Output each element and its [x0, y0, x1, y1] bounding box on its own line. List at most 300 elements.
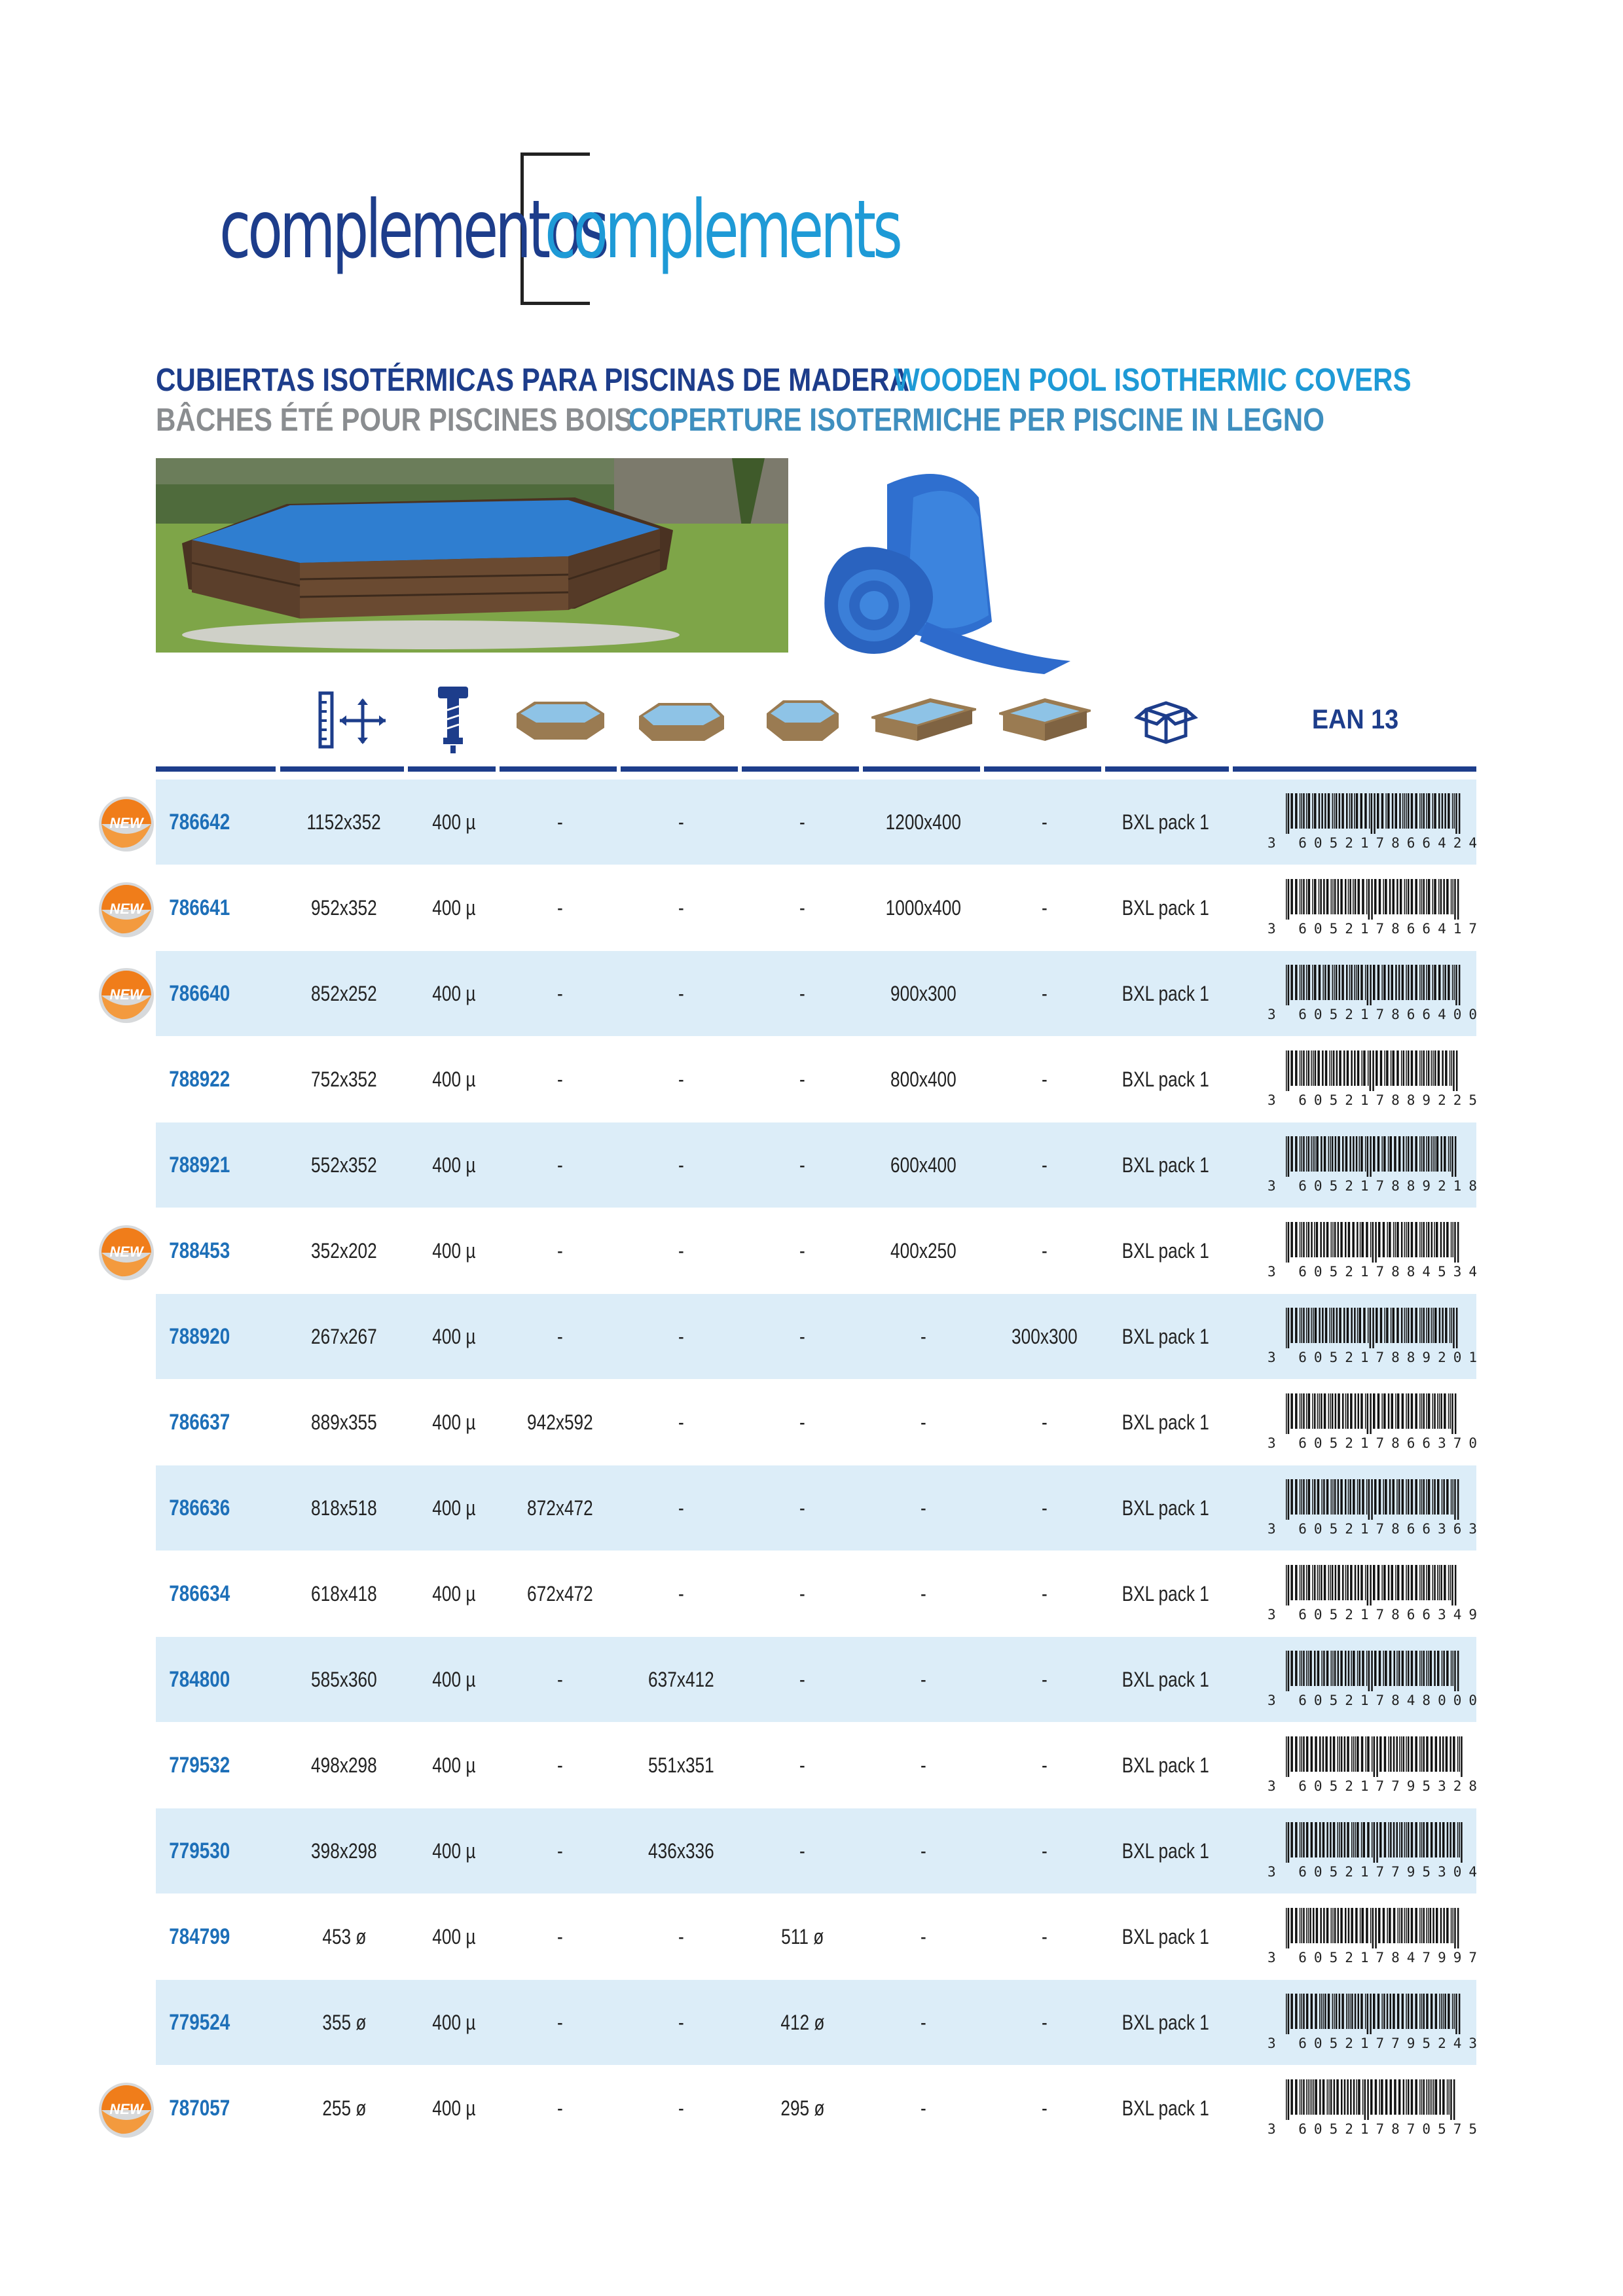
barcode-bar [1295, 1308, 1298, 1343]
barcode-bar [1452, 1994, 1453, 2029]
barcode-bar [1423, 1822, 1425, 1857]
barcode-bar [1419, 1050, 1421, 1086]
ean-digits: 3 605217795304 [1267, 1864, 1485, 1880]
barcode-bar [1408, 1479, 1410, 1515]
cell-c5 [984, 1037, 1105, 1122]
barcode-bar [1362, 879, 1364, 914]
barcode-bar [1437, 1479, 1440, 1515]
barcode-bar [1315, 1136, 1316, 1172]
cell-c1 [500, 865, 621, 950]
barcode-bar [1312, 1479, 1313, 1515]
cell-c5-text: - [1042, 2096, 1048, 2120]
barcode-bar [1311, 1308, 1312, 1343]
barcode-bar [1397, 1994, 1400, 2029]
barcode-bar [1290, 1308, 1293, 1343]
barcode-bar [1295, 2079, 1298, 2115]
cell-c4 [863, 1122, 984, 1208]
cell-c5 [984, 780, 1105, 865]
barcode-bar [1357, 1736, 1359, 1772]
barcode-bar [1438, 1050, 1440, 1086]
barcode-bar [1428, 1308, 1430, 1343]
cell-c1 [500, 2066, 621, 2151]
barcode-bar [1302, 793, 1303, 829]
barcode-bar [1391, 1050, 1392, 1086]
barcode-bar [1454, 879, 1456, 920]
barcode-bar [1411, 1308, 1413, 1343]
cell-c3-text: - [799, 1410, 805, 1434]
barcode-bar [1311, 1822, 1313, 1857]
barcode-bar [1379, 1822, 1382, 1857]
barcode-bar [1432, 1479, 1434, 1515]
barcode-bar [1306, 1050, 1307, 1086]
barcode-bar [1319, 2079, 1321, 2115]
barcode-bar [1453, 2079, 1455, 2120]
barcode-bar [1421, 1994, 1423, 2029]
barcode-bar [1428, 1393, 1431, 1429]
barcode-bar [1357, 1308, 1359, 1343]
barcode-bar [1302, 1050, 1303, 1086]
barcode-bar [1367, 1822, 1370, 1857]
barcode-bar [1421, 1736, 1423, 1772]
barcode-bar [1351, 1651, 1352, 1686]
barcode-bar [1346, 965, 1348, 1000]
barcode-bar [1326, 1908, 1329, 1943]
barcode-bar [1446, 1651, 1449, 1686]
barcode-bar [1330, 2079, 1332, 2115]
barcode-bar [1357, 1651, 1359, 1686]
cell-c4-text: 600x400 [890, 1153, 957, 1177]
barcode-bar [1446, 1736, 1448, 1772]
barcode-bar [1447, 1822, 1449, 1857]
barcode-bar [1434, 1479, 1436, 1515]
barcode-bar [1455, 1136, 1457, 1177]
barcode-bar [1349, 965, 1351, 1000]
barcode-bar [1454, 1222, 1456, 1263]
barcode-bar [1406, 2079, 1407, 2115]
cell-thickness [408, 1208, 500, 1293]
cell-size-text: 889x355 [311, 1410, 377, 1434]
barcode-bar [1419, 1222, 1421, 1257]
barcode-bar [1315, 1736, 1317, 1772]
barcode-bar [1345, 1393, 1347, 1429]
barcode-bar [1395, 1565, 1396, 1600]
barcode-bar [1415, 793, 1417, 829]
barcode-bar [1377, 1565, 1380, 1600]
barcode-bar [1333, 1050, 1335, 1086]
cell-thickness-text: 400 µ [431, 1496, 476, 1520]
barcode-bar [1309, 2079, 1311, 2115]
barcode-bar [1347, 1565, 1349, 1600]
barcode-bar [1306, 1908, 1307, 1943]
barcode-bar [1448, 1393, 1450, 1429]
barcode-bar [1325, 1308, 1328, 1343]
cell-size-text: 355 ø [321, 2010, 367, 2034]
cell-pack [1105, 1208, 1226, 1293]
barcode-bar [1308, 1308, 1310, 1343]
cell-c3 [742, 1808, 863, 1893]
product-reference [162, 1808, 236, 1893]
barcode-bar [1445, 1308, 1448, 1343]
cell-c3-text: - [799, 810, 805, 834]
barcode-bar [1372, 1908, 1374, 1948]
cell-size [280, 1122, 408, 1208]
barcode-bar [1423, 1565, 1425, 1600]
barcode-bar [1303, 2079, 1305, 2115]
cell-thickness-text: 400 µ [431, 1238, 476, 1263]
barcode-bar [1401, 1308, 1403, 1343]
barcode-bar [1389, 1651, 1392, 1686]
barcode-bar [1438, 965, 1441, 1000]
barcode-bar [1286, 1050, 1287, 1091]
barcode-bar [1370, 1136, 1372, 1177]
cell-size [280, 1637, 408, 1722]
barcode-bar [1312, 965, 1313, 1000]
cell-pack [1105, 1551, 1226, 1636]
cell-thickness-text: 400 µ [431, 1410, 476, 1434]
cell-c4-text: 1000x400 [885, 895, 962, 920]
barcode-bar [1295, 1908, 1298, 1943]
cell-c3-text: - [799, 1839, 805, 1863]
cell-c3-text: - [799, 895, 805, 920]
cell-c5-text: - [1042, 1667, 1048, 1691]
product-reference [162, 1551, 236, 1636]
barcode-bar [1374, 1479, 1377, 1515]
barcode-bar [1332, 1393, 1334, 1429]
cell-c2-text: - [678, 1324, 684, 1348]
barcode-bar [1373, 1565, 1376, 1600]
barcode-bar [1411, 1651, 1413, 1686]
barcode-bar [1453, 1736, 1455, 1772]
pool-photo [156, 458, 788, 653]
barcode-bar [1353, 1736, 1355, 1772]
product-reference-text: 788921 [169, 1152, 230, 1177]
barcode-bar [1459, 1994, 1461, 2034]
barcode-bar [1319, 793, 1321, 829]
barcode-bar [1295, 1651, 1298, 1686]
cell-c5 [984, 951, 1105, 1036]
barcode-bar [1368, 1050, 1369, 1086]
barcode-bar [1334, 1908, 1336, 1943]
cell-c4 [863, 2066, 984, 2151]
cell-pack-text: BXL pack 1 [1122, 1238, 1210, 1263]
barcode-bar [1366, 1479, 1368, 1515]
cell-size [280, 1723, 408, 1808]
barcode-bar [1380, 1050, 1383, 1086]
barcode-bar [1386, 1050, 1389, 1086]
cell-pack [1105, 1808, 1226, 1893]
cell-thickness-text: 400 µ [431, 2010, 476, 2034]
ean-barcode [1267, 780, 1485, 865]
cell-c3-text: - [799, 1238, 805, 1263]
barcode-bar [1366, 1651, 1368, 1686]
barcode-bar [1314, 793, 1317, 829]
barcode-bar [1389, 1908, 1391, 1943]
barcode-bar [1306, 1822, 1309, 1857]
barcode-bar [1355, 1393, 1357, 1429]
cell-c1-text: - [557, 2010, 563, 2034]
cell-c1-text: - [557, 1667, 563, 1691]
barcode-bar [1446, 1479, 1449, 1515]
barcode-bar [1421, 1050, 1423, 1086]
barcode-bar [1359, 1651, 1361, 1686]
table-row [156, 865, 1485, 950]
barcode-bar [1389, 1222, 1391, 1257]
barcode-bar [1286, 965, 1287, 1005]
cell-c5-text: - [1042, 895, 1048, 920]
barcode-bar [1456, 1050, 1458, 1091]
cell-c5 [984, 1808, 1105, 1893]
barcode-bar [1415, 1222, 1417, 1257]
barcode-bar [1398, 965, 1400, 1000]
cell-thickness-text: 400 µ [431, 1924, 476, 1948]
barcode-bar [1457, 1908, 1459, 1948]
barcode-bar [1457, 879, 1459, 920]
barcode-bars [1267, 1651, 1464, 1691]
barcode-bar [1325, 1736, 1328, 1772]
barcode-bar [1379, 1479, 1381, 1515]
barcode-bar [1453, 879, 1454, 914]
barcode-bar [1303, 1050, 1305, 1086]
barcode-bar [1374, 879, 1377, 914]
barcode-bar [1332, 1222, 1334, 1257]
cell-pack-text: BXL pack 1 [1122, 981, 1210, 1005]
barcode-bar [1342, 1565, 1344, 1600]
cell-c2-text: - [678, 2010, 684, 2034]
cell-c5 [984, 1380, 1105, 1465]
barcode-bar [1353, 1822, 1355, 1857]
barcode-bar [1306, 793, 1307, 829]
barcode-bar [1302, 879, 1303, 914]
barcode-bar [1313, 1136, 1314, 1172]
barcode-bar [1402, 1479, 1404, 1515]
barcode-bar [1398, 1908, 1399, 1943]
cell-c4-text: - [921, 2010, 926, 2034]
table-row [156, 951, 1485, 1036]
cell-size-text: 255 ø [321, 2096, 367, 2120]
barcode-bar [1442, 1651, 1443, 1686]
barcode-bar [1459, 1736, 1461, 1772]
barcode-bar [1381, 2079, 1383, 2115]
cell-c5-text: - [1042, 1153, 1048, 1177]
barcode-bar [1303, 1822, 1305, 1857]
barcode-bar [1391, 1393, 1394, 1429]
barcode-bar [1315, 2079, 1317, 2115]
barcode-bar [1317, 1393, 1319, 1429]
cell-c2 [621, 1723, 742, 1808]
barcode-bar [1295, 1222, 1298, 1257]
barcode-bar [1313, 1050, 1314, 1086]
barcode-bar [1300, 1908, 1301, 1943]
cell-c4 [863, 1637, 984, 1722]
barcode-bar [1415, 2079, 1417, 2115]
cell-pack-text: BXL pack 1 [1122, 2010, 1210, 2034]
barcode-bar [1348, 1479, 1349, 1515]
barcode-bar [1326, 1479, 1329, 1515]
barcode-bar [1324, 1994, 1326, 2029]
barcode-bar [1286, 1565, 1287, 1605]
barcode-bar [1360, 1393, 1363, 1429]
cell-c5 [984, 1894, 1105, 1979]
barcode-bar [1426, 879, 1427, 914]
cell-thickness-text: 400 µ [431, 1324, 476, 1348]
table-row [156, 1808, 1485, 1893]
barcode-bar [1356, 965, 1357, 1000]
cell-thickness [408, 1980, 500, 2065]
cell-thickness [408, 1637, 500, 1722]
cell-c1 [500, 1723, 621, 1808]
ean-barcode [1267, 1980, 1485, 2065]
barcode-bar [1324, 1565, 1326, 1600]
product-reference-text: 786640 [169, 980, 230, 1006]
barcode-bar [1408, 793, 1410, 829]
barcode-bar [1288, 1393, 1290, 1434]
barcode-bar [1423, 1393, 1425, 1429]
barcode-bar [1421, 1908, 1423, 1943]
barcode-bar [1383, 1222, 1385, 1257]
barcode-bar [1303, 1994, 1305, 2029]
barcode-bar [1334, 965, 1335, 1000]
barcode-bar [1426, 1050, 1427, 1086]
barcode-bar [1295, 879, 1298, 914]
cell-c2 [621, 1637, 742, 1722]
barcode-bar [1381, 793, 1384, 829]
ean-barcode [1267, 1637, 1485, 1722]
barcode-bar [1402, 1393, 1404, 1429]
cell-c3 [742, 1551, 863, 1636]
new-badge-label: NEW [109, 901, 143, 917]
barcode-bar [1367, 1393, 1369, 1434]
barcode-bar [1455, 1565, 1457, 1605]
cell-c4 [863, 1037, 984, 1122]
barcode-bar [1322, 1822, 1325, 1857]
cell-c4 [863, 1208, 984, 1293]
barcode-bar [1342, 1136, 1344, 1172]
product-reference [162, 1037, 236, 1122]
barcode-bar [1336, 1050, 1338, 1086]
cell-c5 [984, 1208, 1105, 1293]
barcode-bar [1362, 1908, 1364, 1943]
barcode-bar [1421, 1822, 1423, 1857]
barcode-bar [1300, 1136, 1301, 1172]
barcode-bar [1444, 1565, 1446, 1600]
barcode-bar [1428, 793, 1431, 829]
barcode-bar [1290, 1393, 1293, 1429]
barcode-bar [1313, 2079, 1315, 2115]
barcode-bar [1300, 1050, 1301, 1086]
cell-size [280, 1037, 408, 1122]
barcode-bar [1415, 1136, 1417, 1172]
barcode-bar [1321, 1136, 1322, 1172]
barcode-bar [1290, 1908, 1293, 1943]
barcode-bar [1324, 965, 1326, 1000]
barcode-bar [1370, 1565, 1372, 1605]
barcode-bar [1402, 1651, 1404, 1686]
barcode-bar [1381, 1565, 1383, 1600]
barcode-bar [1406, 1393, 1407, 1429]
barcode-bar [1406, 965, 1407, 1000]
barcode-bar [1408, 965, 1410, 1000]
barcode-bars [1267, 1393, 1464, 1434]
barcode-bar [1319, 1736, 1321, 1772]
cell-pack [1105, 1465, 1226, 1551]
cell-c2-text: - [678, 981, 684, 1005]
barcode-bar [1286, 1393, 1287, 1434]
barcode-bar [1444, 965, 1446, 1000]
table-row [156, 2066, 1485, 2151]
cell-c3-text: - [799, 1581, 805, 1605]
barcode-bar [1295, 793, 1298, 829]
barcode-bar [1375, 2079, 1377, 2115]
barcode-bar [1373, 965, 1376, 1000]
barcode-bar [1406, 1908, 1407, 1943]
ean-barcode [1267, 1294, 1485, 1379]
barcode-bar [1338, 1479, 1340, 1515]
barcode-bar [1373, 1994, 1376, 2029]
barcode-bar [1393, 1908, 1396, 1943]
barcode-bar [1401, 1222, 1403, 1257]
barcode-bar [1423, 965, 1425, 1000]
cell-thickness [408, 2066, 500, 2151]
cell-c5-text: - [1042, 1238, 1048, 1263]
barcode-bar [1383, 1908, 1385, 1943]
barcode-bar [1428, 1565, 1431, 1600]
cell-c1 [500, 1551, 621, 1636]
barcode-bar [1322, 1308, 1324, 1343]
barcode-bar [1415, 965, 1417, 1000]
barcode-bar [1336, 793, 1338, 829]
cell-c4-text: 400x250 [890, 1238, 957, 1263]
cell-c3 [742, 1894, 863, 1979]
cell-c3 [742, 1122, 863, 1208]
barcode-bar [1401, 1736, 1402, 1772]
barcode-bar [1432, 793, 1434, 829]
cell-c1 [500, 1037, 621, 1122]
barcode-bar [1447, 2079, 1448, 2115]
barcode-bar [1385, 879, 1387, 914]
barcode-bar [1406, 1479, 1407, 1515]
barcode-bar [1439, 1565, 1440, 1600]
barcode-bar [1448, 1136, 1450, 1172]
barcode-bar [1358, 1565, 1360, 1600]
barcode-bar [1450, 1565, 1451, 1600]
barcode-bar [1408, 1736, 1410, 1772]
barcode-bar [1354, 965, 1355, 1000]
barcode-bar [1315, 1050, 1317, 1086]
barcode-bar [1300, 879, 1301, 914]
cell-pack [1105, 1637, 1226, 1722]
barcode-bar [1383, 879, 1384, 914]
cell-pack [1105, 951, 1226, 1036]
cell-c5-text: - [1042, 1067, 1048, 1091]
cell-thickness [408, 1465, 500, 1551]
barcode-bar [1358, 1994, 1360, 2029]
cell-c1 [500, 951, 621, 1036]
barcode-bar [1300, 1994, 1301, 2029]
barcode-bars [1267, 965, 1464, 1005]
dimensions-icon [280, 681, 405, 759]
cell-c4-text: 900x300 [890, 981, 957, 1005]
barcode-bar [1400, 879, 1402, 914]
barcode-bar [1454, 793, 1455, 829]
cell-size [280, 951, 408, 1036]
cell-c3 [742, 1637, 863, 1722]
barcode-bar [1396, 1050, 1399, 1086]
barcode-bar [1373, 1136, 1376, 1172]
barcode-bar [1408, 1822, 1410, 1857]
barcode-bar [1325, 1050, 1328, 1086]
barcode-bar [1332, 965, 1334, 1000]
cell-pack-text: BXL pack 1 [1122, 1581, 1210, 1605]
